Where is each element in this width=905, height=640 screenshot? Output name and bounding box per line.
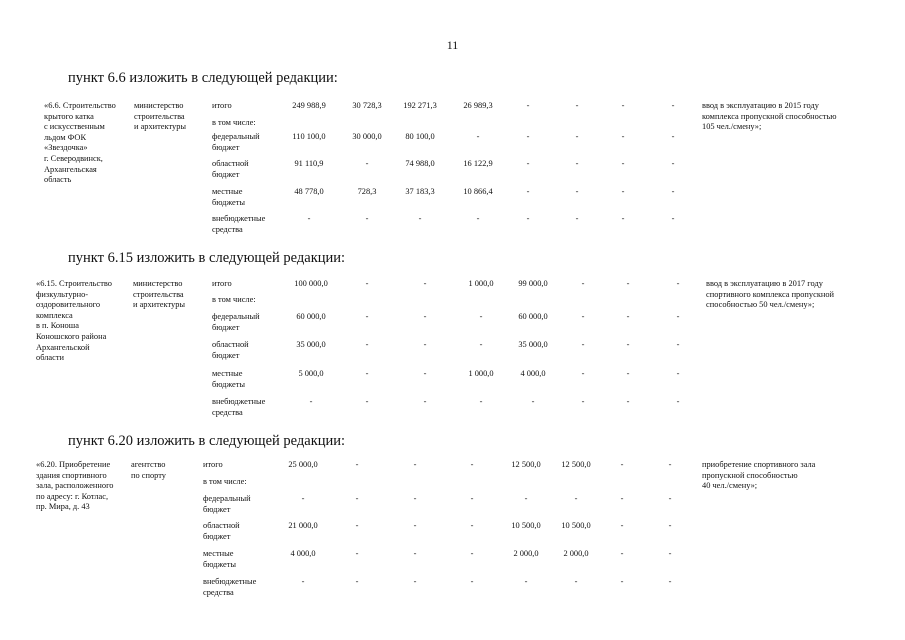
funding-amount: - xyxy=(581,312,585,321)
funding-amount: 2 000,0 xyxy=(563,549,589,558)
funding-amount: - xyxy=(581,397,585,406)
funding-amount: - xyxy=(575,159,579,168)
funding-amount: - xyxy=(575,132,579,141)
funding-amount: 110 100,0 xyxy=(292,132,326,141)
funding-amount: 48 778,0 xyxy=(294,187,324,196)
funding-amount: - xyxy=(476,132,480,141)
funding-amount: - xyxy=(423,340,427,349)
funding-amount: - xyxy=(423,397,427,406)
funding-amount: 37 183,3 xyxy=(405,187,435,196)
expected-result: ввод в эксплуатацию в 2015 году комплекса пропускной способностью 105 чел./смену»; xyxy=(702,101,837,132)
funding-amount: - xyxy=(676,312,680,321)
funding-amount: - xyxy=(365,340,369,349)
funding-amount: - xyxy=(470,494,474,503)
funding-source-label: в том числе: xyxy=(212,118,256,127)
funding-amount: - xyxy=(626,312,630,321)
funding-amount: - xyxy=(423,279,427,288)
funding-amount: - xyxy=(365,214,369,223)
funding-amount: 100 000,0 xyxy=(294,279,328,288)
funding-amount: - xyxy=(676,369,680,378)
funding-amount: 16 122,9 xyxy=(463,159,493,168)
funding-amount: 60 000,0 xyxy=(518,312,548,321)
funding-amount: - xyxy=(413,577,417,586)
responsible-body: министерство строительства и архитектуры xyxy=(133,279,186,310)
funding-amount: 1 000,0 xyxy=(468,369,494,378)
funding-amount: - xyxy=(581,369,585,378)
funding-amount: - xyxy=(413,549,417,558)
project-name: «6.6. Строительство крытого катка с искусственным льдом ФОК «Звездочка» г. Северодвинск, Архангельская область xyxy=(44,101,116,185)
funding-amount: 25 000,0 xyxy=(288,460,318,469)
page-number: 11 xyxy=(446,38,459,52)
funding-amount: - xyxy=(526,159,530,168)
funding-amount: 4 000,0 xyxy=(520,369,546,378)
funding-amount: - xyxy=(620,549,624,558)
funding-amount: 35 000,0 xyxy=(518,340,548,349)
funding-amount: - xyxy=(626,369,630,378)
funding-amount: - xyxy=(574,577,578,586)
funding-amount: - xyxy=(479,340,483,349)
funding-amount: - xyxy=(479,397,483,406)
funding-amount: - xyxy=(668,494,672,503)
funding-source-label: в том числе: xyxy=(212,295,256,304)
funding-amount: 2 000,0 xyxy=(513,549,539,558)
funding-amount: 728,3 xyxy=(357,187,377,196)
funding-amount: - xyxy=(626,340,630,349)
funding-amount: - xyxy=(676,397,680,406)
funding-amount: 91 110,9 xyxy=(294,159,324,168)
funding-amount: - xyxy=(575,101,579,110)
funding-amount: - xyxy=(620,521,624,530)
funding-amount: - xyxy=(526,101,530,110)
funding-amount: - xyxy=(620,460,624,469)
responsible-body: агентство по спорту xyxy=(131,460,166,480)
funding-amount: - xyxy=(575,187,579,196)
funding-amount: - xyxy=(581,340,585,349)
funding-amount: 35 000,0 xyxy=(296,340,326,349)
funding-amount: - xyxy=(620,577,624,586)
expected-result: приобретение спортивного зала пропускной способностью 40 чел./смену»; xyxy=(702,460,816,491)
funding-amount: - xyxy=(621,132,625,141)
funding-amount: - xyxy=(526,132,530,141)
project-name: «6.20. Приобретение здания спортивного зала, расположенного по адресу: г. Котлас, пр. Мира, д. 43 xyxy=(36,460,114,512)
funding-source-label: итого xyxy=(212,101,232,110)
funding-amount: - xyxy=(526,214,530,223)
funding-amount: - xyxy=(301,494,305,503)
funding-source-label: местные бюджеты xyxy=(212,187,246,207)
funding-amount: - xyxy=(671,159,675,168)
funding-amount: - xyxy=(526,187,530,196)
funding-amount: 10 500,0 xyxy=(511,521,541,530)
funding-amount: - xyxy=(524,577,528,586)
funding-amount: - xyxy=(668,577,672,586)
funding-amount: 26 989,3 xyxy=(463,101,493,110)
funding-amount: 1 000,0 xyxy=(468,279,494,288)
funding-amount: - xyxy=(524,494,528,503)
project-name: «6.15. Строительство физкультурно- оздоровительного комплекса в п. Коноша Коношского района Архангельской области xyxy=(36,279,112,363)
funding-amount: - xyxy=(671,187,675,196)
funding-amount: - xyxy=(355,521,359,530)
funding-amount: - xyxy=(423,369,427,378)
funding-amount: - xyxy=(355,549,359,558)
funding-amount: - xyxy=(671,132,675,141)
funding-amount: - xyxy=(470,577,474,586)
funding-amount: - xyxy=(671,214,675,223)
section-heading: пункт 6.15 изложить в следующей редакции: xyxy=(68,250,346,266)
funding-source-label: областной бюджет xyxy=(203,521,240,541)
funding-amount: - xyxy=(668,521,672,530)
funding-amount: - xyxy=(355,494,359,503)
funding-amount: 12 500,0 xyxy=(561,460,591,469)
expected-result: ввод в эксплуатацию в 2017 году спортивного комплекса пропускной способностью 50 чел./смену»; xyxy=(706,279,835,310)
funding-amount: 10 500,0 xyxy=(561,521,591,530)
section-heading: пункт 6.6 изложить в следующей редакции: xyxy=(68,70,338,86)
funding-amount: - xyxy=(476,214,480,223)
funding-amount: - xyxy=(365,312,369,321)
funding-amount: 10 866,4 xyxy=(463,187,493,196)
funding-amount: - xyxy=(671,101,675,110)
funding-amount: - xyxy=(355,460,359,469)
funding-source-label: внебюджетные средства xyxy=(203,577,257,597)
funding-amount: - xyxy=(531,397,535,406)
funding-amount: 4 000,0 xyxy=(290,549,316,558)
funding-amount: - xyxy=(365,279,369,288)
funding-amount: - xyxy=(307,214,311,223)
funding-amount: 99 000,0 xyxy=(518,279,548,288)
funding-amount: - xyxy=(413,460,417,469)
funding-amount: - xyxy=(470,549,474,558)
funding-source-label: внебюджетные средства xyxy=(212,214,266,234)
funding-source-label: внебюджетные средства xyxy=(212,397,266,417)
funding-amount: 30 000,0 xyxy=(352,132,382,141)
funding-amount: 12 500,0 xyxy=(511,460,541,469)
funding-amount: - xyxy=(581,279,585,288)
funding-amount: 30 728,3 xyxy=(352,101,382,110)
funding-amount: - xyxy=(413,521,417,530)
funding-amount: 21 000,0 xyxy=(288,521,318,530)
funding-amount: - xyxy=(418,214,422,223)
funding-amount: - xyxy=(413,494,417,503)
funding-source-label: местные бюджеты xyxy=(203,549,237,569)
funding-amount: - xyxy=(470,521,474,530)
funding-amount: - xyxy=(365,369,369,378)
funding-amount: - xyxy=(574,494,578,503)
funding-amount: - xyxy=(676,279,680,288)
funding-amount: - xyxy=(365,159,369,168)
funding-source-label: федеральный бюджет xyxy=(212,312,260,332)
funding-amount: - xyxy=(479,312,483,321)
funding-amount: - xyxy=(621,214,625,223)
funding-amount: 249 988,9 xyxy=(292,101,326,110)
funding-amount: - xyxy=(676,340,680,349)
funding-amount: - xyxy=(309,397,313,406)
responsible-body: министерство строительства и архитектуры xyxy=(134,101,187,132)
funding-amount: - xyxy=(626,279,630,288)
funding-amount: - xyxy=(668,460,672,469)
funding-source-label: в том числе: xyxy=(203,477,247,486)
funding-source-label: итого xyxy=(203,460,223,469)
funding-amount: - xyxy=(620,494,624,503)
funding-amount: 80 100,0 xyxy=(405,132,435,141)
funding-amount: 60 000,0 xyxy=(296,312,326,321)
funding-amount: - xyxy=(301,577,305,586)
funding-amount: - xyxy=(470,460,474,469)
funding-amount: - xyxy=(621,159,625,168)
funding-amount: - xyxy=(365,397,369,406)
funding-source-label: федеральный бюджет xyxy=(203,494,251,514)
funding-amount: 74 988,0 xyxy=(405,159,435,168)
funding-amount: 192 271,3 xyxy=(403,101,437,110)
funding-amount: - xyxy=(355,577,359,586)
funding-amount: - xyxy=(423,312,427,321)
funding-amount: - xyxy=(621,187,625,196)
funding-amount: - xyxy=(668,549,672,558)
funding-source-label: местные бюджеты xyxy=(212,369,246,389)
funding-source-label: федеральный бюджет xyxy=(212,132,260,152)
funding-amount: 5 000,0 xyxy=(298,369,324,378)
funding-source-label: областной бюджет xyxy=(212,159,249,179)
funding-amount: - xyxy=(626,397,630,406)
section-heading: пункт 6.20 изложить в следующей редакции: xyxy=(68,433,346,449)
funding-amount: - xyxy=(621,101,625,110)
funding-source-label: итого xyxy=(212,279,232,288)
funding-amount: - xyxy=(575,214,579,223)
funding-source-label: областной бюджет xyxy=(212,340,249,360)
